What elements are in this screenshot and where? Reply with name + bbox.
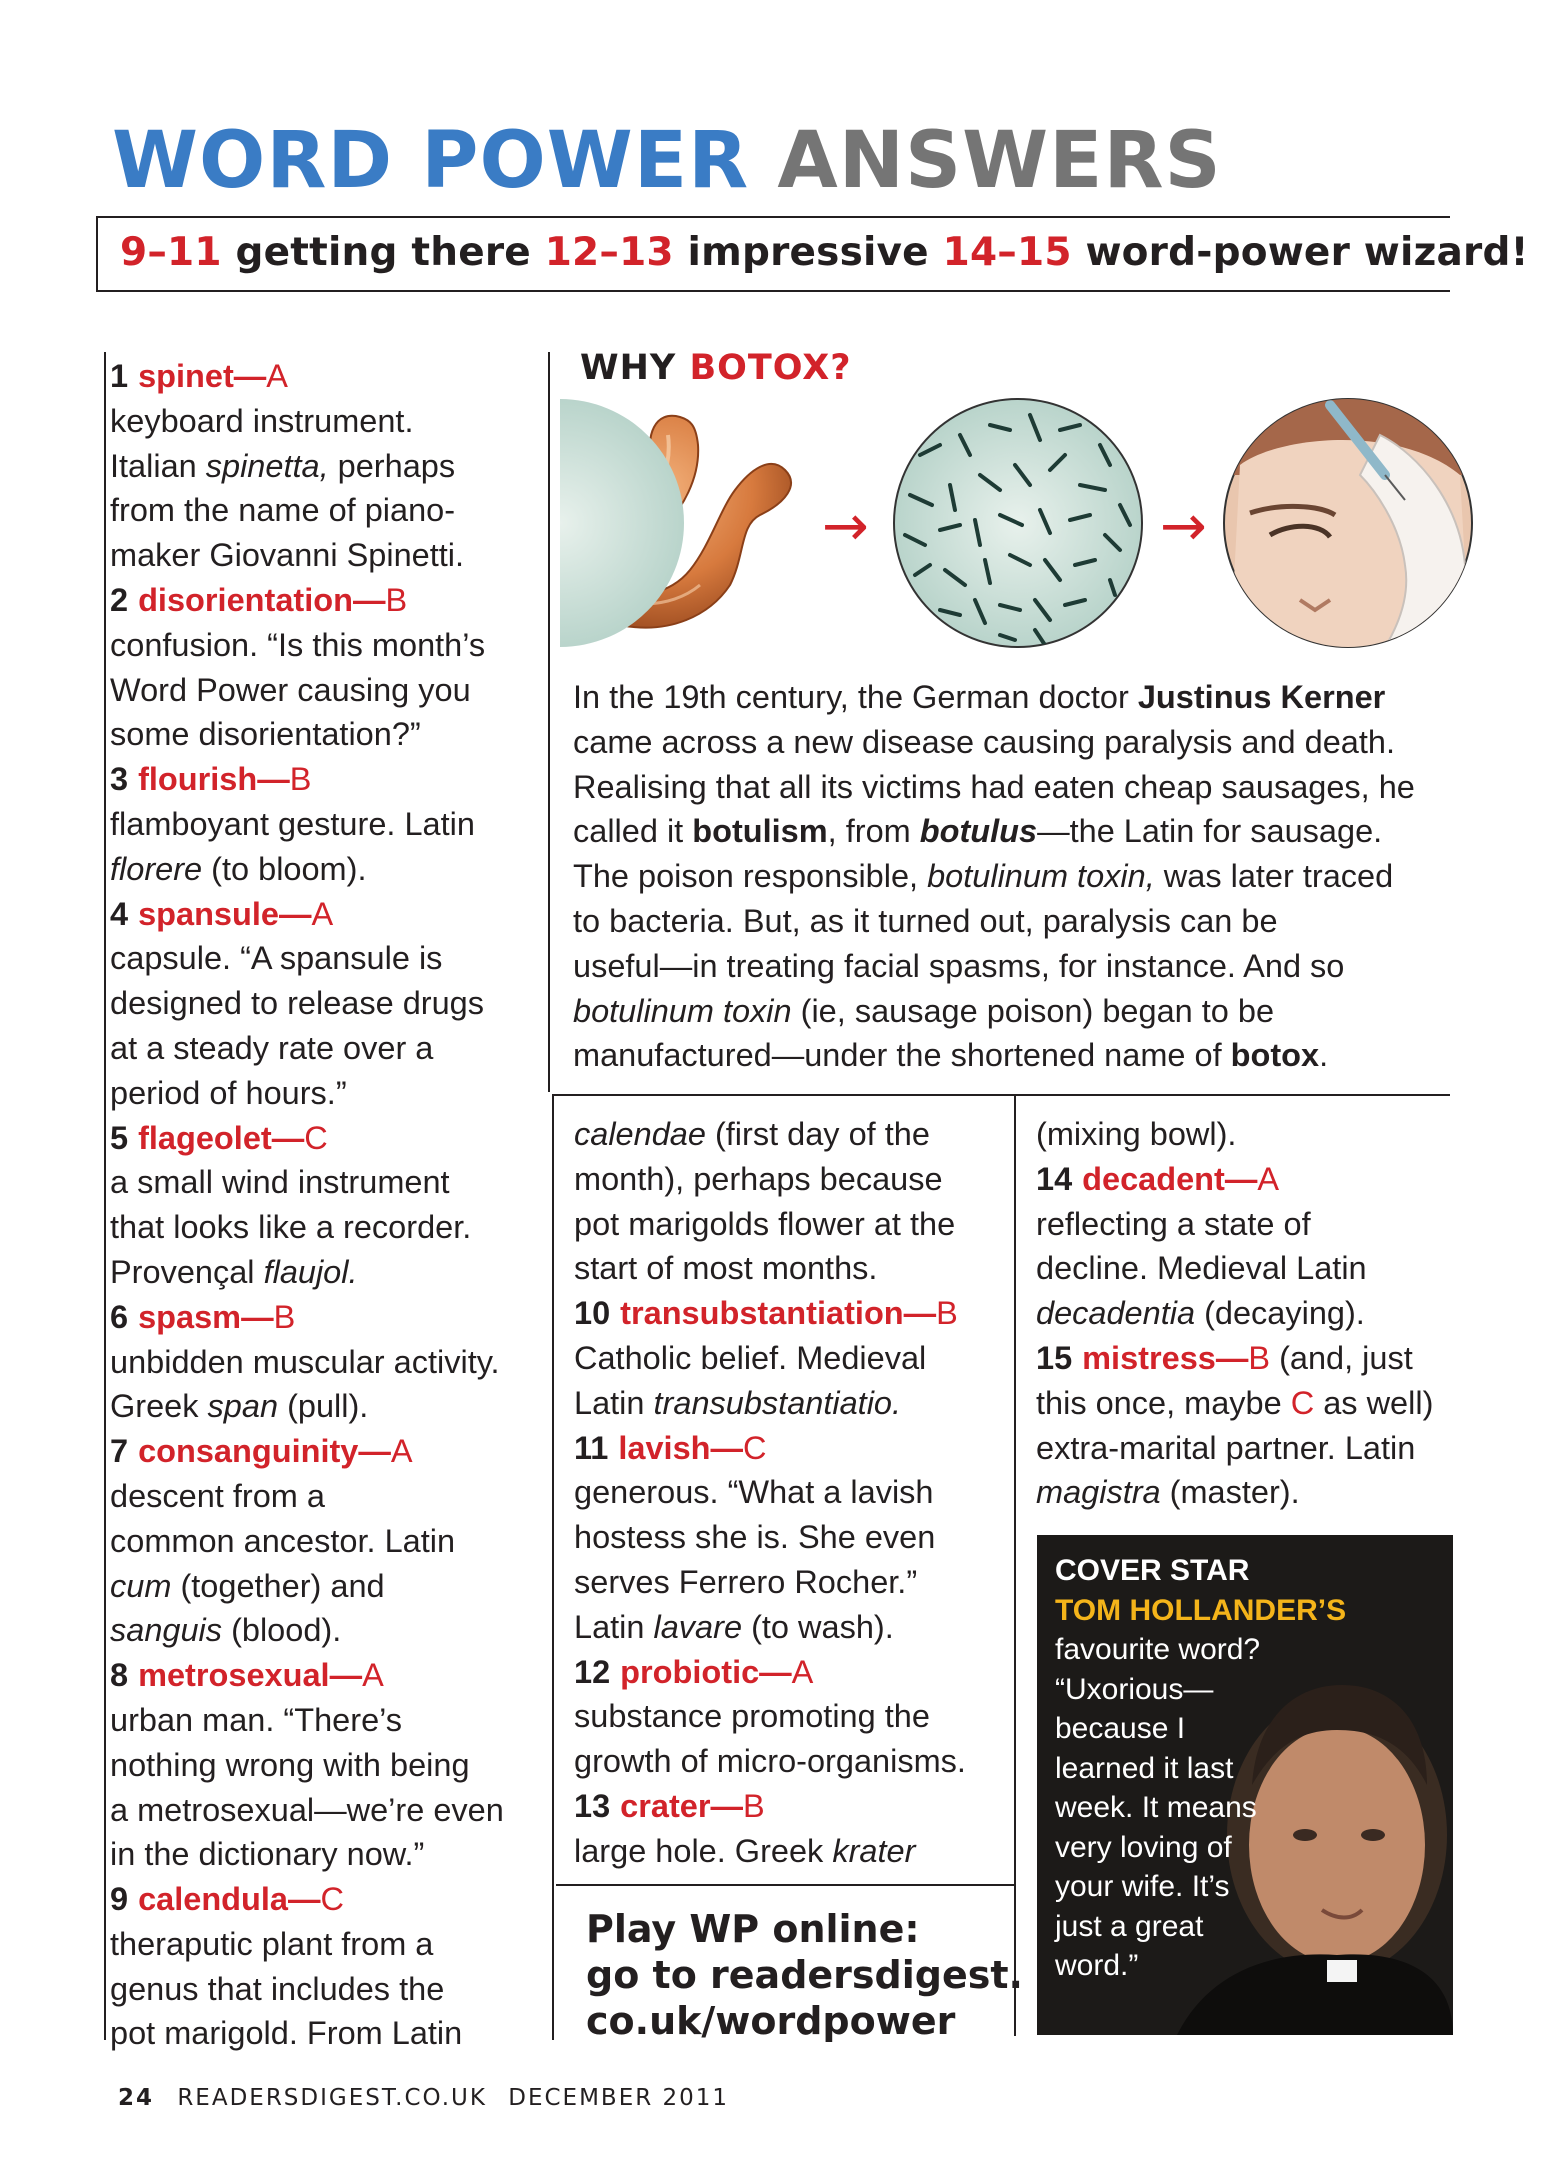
etymon: magistra	[1036, 1474, 1161, 1511]
definition-line: theraputic plant from a	[110, 1925, 434, 1962]
definition-line: capsule. “A spansule is	[110, 940, 443, 977]
definition-line: generous. “What a lavish	[574, 1474, 934, 1511]
definition-text: (together) and	[180, 1567, 385, 1604]
botox-text: was later traced	[1163, 858, 1394, 895]
definition-line: start of most months.	[574, 1250, 878, 1287]
definition-continued: (mixing bowl).	[1036, 1116, 1237, 1152]
score-scale	[120, 232, 1529, 275]
answer-number: 7	[110, 1433, 129, 1470]
answer-number: 8	[110, 1657, 129, 1694]
play-online-promo[interactable]	[586, 1906, 1023, 2044]
footer-site: READERSDIGEST.CO.UK	[177, 2085, 487, 2111]
col2-left-rule	[552, 1096, 554, 2040]
definition-line: from the name of piano-	[110, 492, 456, 529]
cover-star-text	[1055, 1551, 1346, 1986]
scale-top-rule	[96, 216, 1450, 218]
definition-text: (decaying).	[1204, 1295, 1365, 1332]
botox-injection-image	[1220, 395, 1480, 655]
answer-number: 6	[110, 1298, 129, 1335]
answer-number: 10	[574, 1295, 611, 1332]
play-link[interactable]: go to readersdigest.	[586, 1953, 1023, 1997]
cover-line: week. It means	[1055, 1791, 1257, 1824]
scale-range-2: 12–13	[544, 230, 674, 275]
answer-letter: C	[320, 1881, 344, 1918]
cover-line: “Uxorious—	[1055, 1672, 1214, 1706]
definition-text: Latin	[574, 1384, 645, 1421]
title-answers: ANSWERS	[777, 116, 1222, 206]
scale-range-1: 9–11	[120, 230, 222, 275]
definition-line: serves Ferrero Rocher.”	[574, 1563, 918, 1600]
definition-line: a small wind instrument	[110, 1164, 450, 1201]
answer-number: 14	[1036, 1160, 1073, 1197]
answer-letter: B	[743, 1787, 765, 1824]
definition-text: as well)	[1323, 1384, 1434, 1421]
alt-answer-letter: C	[1290, 1384, 1315, 1421]
answer-3: 3 flourish—B flamboyant gesture. Latin florere (to bloom).	[110, 757, 540, 891]
botox-italic: botulinum toxin	[573, 992, 792, 1029]
botox-text: manufactured—under the shortened name of	[573, 1037, 1222, 1074]
etymon: florere	[110, 850, 203, 887]
botox-text: (ie, sausage poison) began to be	[800, 992, 1275, 1029]
definition-line: unbidden muscular activity.	[110, 1343, 500, 1380]
definition-continued	[574, 1112, 1004, 1157]
botox-text: , from	[827, 813, 911, 850]
scale-bottom-rule	[96, 290, 1450, 292]
answer-6: 6 spasm—B unbidden muscular activity. Greek span (pull).	[110, 1295, 540, 1429]
scale-range-3: 14–15	[942, 230, 1072, 275]
scale-label-2: impressive	[687, 230, 929, 275]
answer-word: lavish	[618, 1429, 711, 1466]
answer-letter: B	[1248, 1339, 1271, 1376]
answer-word: flourish	[138, 761, 258, 798]
col1-left-rule	[104, 352, 106, 2040]
answer-letter: A	[266, 358, 288, 394]
definition-line: hostess she is. She even	[574, 1519, 936, 1556]
answer-4: 4 spansule—A capsule. “A spansule is designed to release drugs at a steady rate over a period of hours.”	[110, 892, 540, 1116]
botox-bold-italic: botulus	[919, 813, 1038, 850]
answer-letter: C	[743, 1429, 767, 1466]
botox-heading	[580, 348, 852, 388]
cover-line: favourite word?	[1055, 1633, 1261, 1666]
col1-right-rule	[548, 352, 550, 1092]
scale-label-3: word-power wizard!	[1085, 230, 1529, 275]
botox-text: came across a new disease causing paralysis and death.	[573, 723, 1395, 760]
definition-line: genus that includes the	[110, 1970, 445, 2007]
page-number: 24	[118, 2085, 155, 2111]
cover-line: very loving of	[1055, 1830, 1232, 1864]
answer-number: 15	[1036, 1339, 1073, 1376]
title-word-power: WORD POWER	[112, 116, 750, 206]
definition-line: flamboyant gesture. Latin	[110, 805, 475, 842]
definition-line: some disorientation?”	[110, 716, 421, 753]
definition-line: pot marigold. From Latin	[110, 2015, 463, 2052]
definition-text: (first day of the	[714, 1116, 930, 1152]
etymon: krater	[832, 1832, 916, 1869]
definition-line: in the dictionary now.”	[110, 1836, 425, 1873]
answer-number: 11	[574, 1429, 609, 1466]
botox-text: useful—in treating facial spasms, for instance. And so	[573, 947, 1345, 984]
definition-line: designed to release drugs	[110, 985, 485, 1022]
answer-5: 5 flageolet—C a small wind instrument that looks like a recorder. Provençal flaujol.	[110, 1116, 540, 1295]
footer-issue: DECEMBER 2011	[508, 2085, 730, 2111]
answer-letter: B	[289, 761, 312, 798]
answer-14: 14 decadent—A reflecting a state of decline. Medieval Latin decadentia (decaying).	[1036, 1157, 1456, 1336]
etymon: lavare	[653, 1608, 743, 1645]
botox-text: Realising that all its victims had eaten cheap sausages, he	[573, 768, 1415, 805]
etymon: decadentia	[1036, 1295, 1196, 1332]
cover-line: word.”	[1055, 1949, 1139, 1982]
etymon: sanguis	[110, 1612, 223, 1649]
etymon: spinetta,	[205, 447, 329, 484]
definition-line: growth of micro-organisms.	[574, 1743, 966, 1780]
definition-line: Word Power causing you	[110, 671, 471, 708]
answer-15: 15 mistress—B (and, just this once, maybe C as well) extra-marital partner. Latin magistra (master).	[1036, 1336, 1456, 1515]
arrow-icon: →	[1160, 494, 1207, 559]
page-footer	[118, 2085, 729, 2111]
definition-line: descent from a	[110, 1477, 325, 1514]
definition-line: a metrosexual—we’re even	[110, 1791, 504, 1828]
botox-text: called it	[573, 813, 684, 850]
page-title	[112, 116, 1222, 206]
play-link[interactable]: co.uk/wordpower	[586, 1999, 956, 2043]
etymon: calendae	[574, 1116, 706, 1152]
definition-line: keyboard instrument.	[110, 402, 414, 439]
definition-text: (master).	[1169, 1474, 1300, 1511]
answer-letter: A	[362, 1657, 384, 1694]
botox-bold: Justinus Kerner	[1137, 679, 1386, 715]
answer-letter: A	[311, 895, 334, 932]
answer-letter: B	[936, 1295, 958, 1332]
col3-left-rule	[1014, 1096, 1016, 2036]
cover-line: your wife. It’s	[1055, 1870, 1230, 1903]
definition-text: (blood).	[231, 1612, 342, 1649]
botox-heading-why: WHY	[580, 348, 677, 388]
definition-line: period of hours.”	[110, 1074, 347, 1111]
answer-word: crater	[620, 1787, 711, 1824]
definition-line: Catholic belief. Medieval	[574, 1339, 927, 1376]
cover-line: just a great	[1055, 1909, 1204, 1943]
answer-number: 12	[574, 1653, 611, 1690]
answer-9: 9 calendula—C theraputic plant from a genus that includes the pot marigold. From Latin	[110, 1877, 540, 2056]
answer-letter: C	[304, 1119, 328, 1156]
definition-text: (to bloom).	[211, 850, 367, 887]
definition-line: urban man. “There’s	[110, 1701, 403, 1738]
answer-letter: B	[385, 581, 408, 618]
play-top-rule	[556, 1884, 1014, 1886]
cover-line: because I	[1055, 1712, 1186, 1745]
etymon: cum	[110, 1567, 172, 1604]
etymon: transubstantiatio.	[653, 1384, 902, 1421]
definition-line: reflecting a state of	[1036, 1205, 1311, 1242]
botox-text: In the 19th century, the German doctor	[573, 679, 1129, 715]
answer-10: 10 transubstantiation—B Catholic belief. Medieval Latin transubstantiatio.	[574, 1291, 1004, 1425]
etymon: flaujol.	[263, 1253, 358, 1290]
answer-letter: A	[390, 1433, 413, 1470]
definition-text: Provençal	[110, 1253, 255, 1290]
answer-13: 13 crater—B large hole. Greek krater	[574, 1787, 916, 1869]
definition-line: confusion. “Is this month’s	[110, 626, 486, 663]
definition-line: nothing wrong with being	[110, 1746, 470, 1783]
botox-paragraph	[573, 675, 1453, 1078]
answer-letter: B	[273, 1298, 296, 1335]
answer-2: 2 disorientation—B confusion. “Is this month’s Word Power causing you some disorientation?”	[110, 578, 540, 757]
definition-text: large hole. Greek	[574, 1832, 824, 1869]
answers-column-3	[1036, 1112, 1456, 1515]
answer-number: 3	[110, 761, 129, 798]
play-line-1: Play WP online:	[586, 1907, 920, 1951]
definition-text: Greek	[110, 1388, 199, 1425]
answer-word: calendula	[138, 1881, 288, 1918]
answer-number: 5	[110, 1119, 129, 1156]
botox-bold: botulism	[692, 813, 828, 850]
definition-line: month), perhaps because	[574, 1160, 943, 1197]
definition-line: extra-marital partner. Latin	[1036, 1429, 1416, 1466]
answer-word: decadent	[1082, 1160, 1225, 1197]
answers-column-2	[574, 1112, 1004, 1874]
answer-word: spasm	[138, 1298, 242, 1335]
definition-line: pot marigolds flower at the	[574, 1205, 956, 1242]
answer-number: 4	[110, 895, 129, 932]
answer-word: flageolet	[138, 1119, 272, 1156]
definition-text: perhaps	[337, 447, 456, 484]
answer-word: consanguinity	[138, 1433, 359, 1470]
answer-8: 8 metrosexual—A urban man. “There’s nothing wrong with being a metrosexual—we’re even in the dictionary now.”	[110, 1653, 540, 1877]
definition-text: (and, just	[1279, 1339, 1413, 1376]
answer-number: 2	[110, 581, 129, 618]
answer-letter: A	[791, 1653, 814, 1690]
botox-text: The poison responsible,	[573, 858, 919, 895]
left-vertical-rule	[96, 216, 98, 290]
botox-text: to bacteria. But, as it turned out, paralysis can be	[573, 902, 1278, 939]
answer-number: 13	[574, 1787, 611, 1824]
answer-word: spinet	[138, 358, 234, 394]
definition-line: that looks like a recorder.	[110, 1209, 472, 1246]
definition-text: Italian	[110, 447, 197, 484]
botox-heading-botox: BOTOX?	[689, 348, 852, 388]
definition-text: (to wash).	[751, 1608, 894, 1645]
answer-number: 1	[110, 358, 129, 394]
definition-line: maker Giovanni Spinetti.	[110, 537, 465, 574]
cover-star-box	[1037, 1535, 1453, 2035]
etymon: span	[207, 1388, 279, 1425]
definition-line: substance promoting the	[574, 1698, 930, 1735]
definition-line: common ancestor. Latin	[110, 1522, 456, 1559]
answer-1: 1 spinet—A keyboard instrument. Italian spinetta, perhaps from the name of piano- maker Giovanni Spinetti.	[110, 354, 540, 578]
definition-line: decline. Medieval Latin	[1036, 1250, 1367, 1287]
botox-bold: botox	[1230, 1037, 1320, 1074]
answer-word: spansule	[138, 895, 279, 932]
definition-text: Latin	[574, 1608, 645, 1645]
botox-text: .	[1319, 1037, 1329, 1074]
botox-bottom-rule	[552, 1094, 1450, 1096]
arrow-icon: →	[822, 494, 869, 559]
cover-star-name: TOM HOLLANDER’S	[1055, 1593, 1347, 1627]
answer-11: 11 lavish—C generous. “What a lavish hostess she is. She even serves Ferrero Rocher.” Latin lavare (to wash).	[574, 1426, 1004, 1650]
answer-word: disorientation	[138, 581, 353, 618]
botox-text: —the Latin for sausage.	[1037, 813, 1383, 850]
answer-word: probiotic	[620, 1653, 760, 1690]
botox-italic: botulinum toxin,	[927, 858, 1155, 895]
definition-line: at a steady rate over a	[110, 1029, 434, 1066]
definition-text: this once, maybe	[1036, 1384, 1282, 1421]
answer-12: 12 probiotic—A substance promoting the growth of micro-organisms.	[574, 1650, 1004, 1784]
definition-text: (pull).	[287, 1388, 369, 1425]
botox-illustrations	[560, 395, 1500, 665]
cover-star-heading: COVER STAR	[1055, 1554, 1250, 1587]
answer-word: transubstantiation	[620, 1295, 904, 1332]
answer-letter: A	[1257, 1160, 1280, 1197]
answer-word: mistress	[1082, 1339, 1216, 1376]
scale-label-1: getting there	[235, 230, 531, 275]
answers-column-1	[110, 354, 540, 2056]
cover-line: learned it last	[1055, 1751, 1234, 1785]
answer-7: 7 consanguinity—A descent from a common ancestor. Latin cum (together) and sanguis (blood).	[110, 1429, 540, 1653]
answer-word: metrosexual	[138, 1657, 330, 1694]
answer-number: 9	[110, 1881, 129, 1918]
